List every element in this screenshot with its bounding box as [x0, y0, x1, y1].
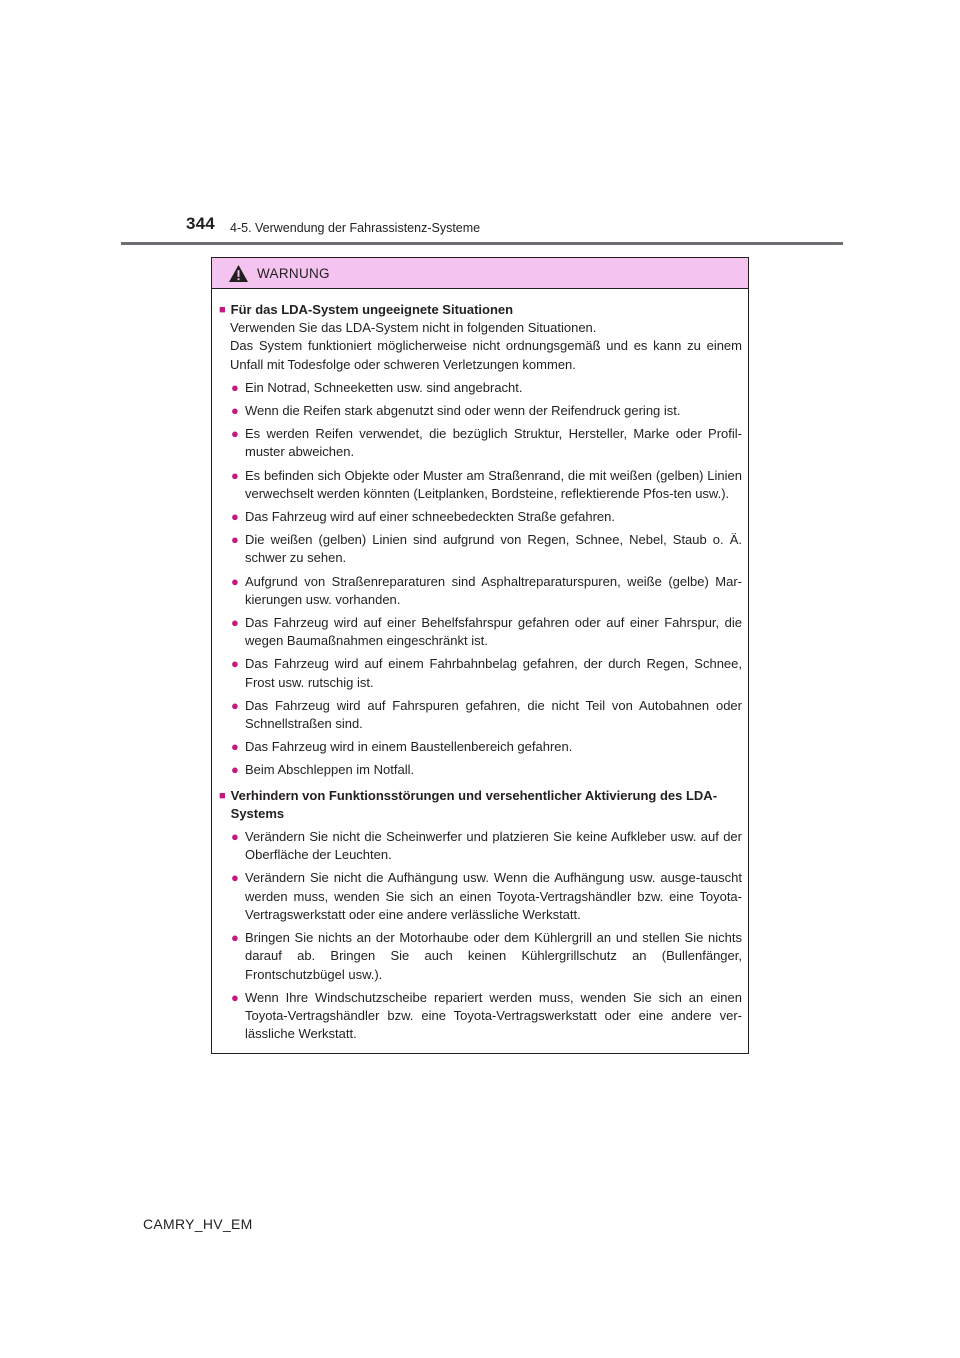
list-item [231, 655, 742, 691]
square-icon: ■ [219, 789, 226, 802]
list-item-text: Das Fahrzeug wird auf einer schneebedeckten Straße gefahren. [245, 509, 615, 525]
list-item [231, 738, 742, 756]
list-item [231, 379, 742, 397]
intro-paragraph: Das System funktioniert möglicherweise nicht ordnungsgemäß und es kann zu einem Unfall mit Todesfolge oder schweren Verletzungen kommen. [230, 338, 742, 372]
dot-icon: ● [231, 697, 239, 713]
section-title: 4-5. Verwendung der Fahrassistenz-Systeme [230, 221, 481, 235]
list-item [231, 828, 742, 864]
list-item-text: Die weißen (gelben) Linien sind aufgrund von Regen, Schnee, Nebel, Staub o. Ä. schwer zu sehen. [245, 532, 742, 566]
header-divider [121, 242, 843, 245]
dot-icon: ● [231, 509, 239, 525]
dot-icon: ● [231, 739, 239, 755]
list-item [231, 614, 742, 650]
page-number: 344 [186, 214, 215, 233]
section-heading-text: Für das LDA-System ungeeignete Situationen [230, 302, 514, 317]
square-icon: ■ [219, 304, 226, 316]
list-item-text: Das Fahrzeug wird in einem Baustellenbereich gefahren. [245, 739, 573, 755]
list-item [231, 929, 742, 984]
dot-icon: ● [231, 930, 239, 946]
list-item [231, 697, 742, 733]
section-heading [219, 787, 742, 823]
dot-icon: ● [231, 829, 239, 845]
warning-section [219, 301, 742, 780]
section-heading [219, 301, 742, 319]
dot-icon: ● [231, 573, 239, 589]
list-item [231, 573, 742, 609]
warning-section [219, 787, 742, 1044]
list-item [231, 467, 742, 503]
warning-box [211, 257, 749, 1054]
intro-paragraph: Verwenden Sie das LDA-System nicht in folgenden Situationen. [230, 320, 597, 336]
list-item-text: Verändern Sie nicht die Scheinwerfer und platzieren Sie keine Aufkleber usw. auf der Oberfläche der Leuchten. [245, 829, 742, 863]
section-intro [219, 319, 742, 374]
list-item [231, 869, 742, 924]
bullet-list [219, 828, 742, 1043]
list-item [231, 531, 742, 567]
list-item-text: Aufgrund von Straßenreparaturen sind Asphaltreparaturspuren, weiße (gelbe) Mar-kierungen usw. vorhanden. [245, 573, 742, 607]
list-item-text: Das Fahrzeug wird auf einer Behelfsfahrspur gefahren oder auf einer Fahrspur, die wegen Baumaßnahmen eingeschränkt ist. [245, 615, 742, 649]
list-item-text: Wenn Ihre Windschutzscheibe repariert werden muss, wenden Sie sich an einen Toyota-Vertragshändler bzw. eine Toyota-Vertragswerkstatt oder eine andere ver-lässliche Werkstatt. [245, 989, 742, 1042]
list-item-text: Das Fahrzeug wird auf Fahrspuren gefahren, die nicht Teil von Autobahnen oder Schnellstraßen sind. [245, 697, 742, 732]
warning-header [212, 258, 748, 289]
list-item [231, 508, 742, 526]
warning-title: WARNUNG [257, 265, 330, 281]
list-item [231, 425, 742, 461]
dot-icon: ● [231, 762, 239, 778]
warning-triangle-icon [228, 264, 249, 283]
document-code: CAMRY_HV_EM [143, 1216, 253, 1232]
list-item [231, 761, 742, 779]
list-item [231, 402, 742, 420]
warning-body [212, 289, 748, 1043]
list-item [231, 989, 742, 1044]
dot-icon: ● [231, 467, 239, 483]
dot-icon: ● [231, 403, 239, 419]
dot-icon: ● [231, 656, 239, 672]
list-item-text: Es befinden sich Objekte oder Muster am Straßenrand, die mit weißen (gelben) Linien verwechselt werden könnten (Leitplanken, Bordsteine, reflektierende Pfos-ten usw.). [245, 467, 742, 501]
dot-icon: ● [231, 426, 239, 442]
section-heading-text: Verhindern von Funktionsstörungen und versehentlicher Aktivierung des LDA-Systems [230, 787, 718, 821]
list-item-text: Beim Abschleppen im Notfall. [245, 762, 415, 778]
list-item-text: Wenn die Reifen stark abgenutzt sind oder wenn der Reifendruck gering ist. [245, 403, 681, 419]
bullet-list [219, 379, 742, 780]
list-item-text: Verändern Sie nicht die Aufhängung usw. Wenn die Aufhängung usw. ausge-tauscht werden muss, wenden Sie sich an einen Toyota-Vertragshändler bzw. eine Toyota-Vertragswerkstatt oder eine andere verlässliche Werkstatt. [245, 870, 742, 922]
list-item-text: Es werden Reifen verwendet, die bezüglich Struktur, Hersteller, Marke oder Profil-muster abweichen. [245, 426, 742, 460]
dot-icon: ● [231, 989, 239, 1005]
dot-icon: ● [231, 615, 239, 631]
list-item-text: Bringen Sie nichts an der Motorhaube oder dem Kühlergrill an und stellen Sie nichts darauf ab. Bringen Sie auch keinen Kühlergrillschutz an (Bullenfänger, Frontschutzbügel usw.). [245, 930, 742, 982]
dot-icon: ● [231, 870, 239, 886]
list-item-text: Das Fahrzeug wird auf einem Fahrbahnbelag gefahren, der durch Regen, Schnee, Frost usw. rutschig ist. [245, 656, 742, 690]
dot-icon: ● [231, 532, 239, 548]
dot-icon: ● [231, 379, 239, 395]
list-item-text: Ein Notrad, Schneeketten usw. sind angebracht. [245, 379, 523, 395]
